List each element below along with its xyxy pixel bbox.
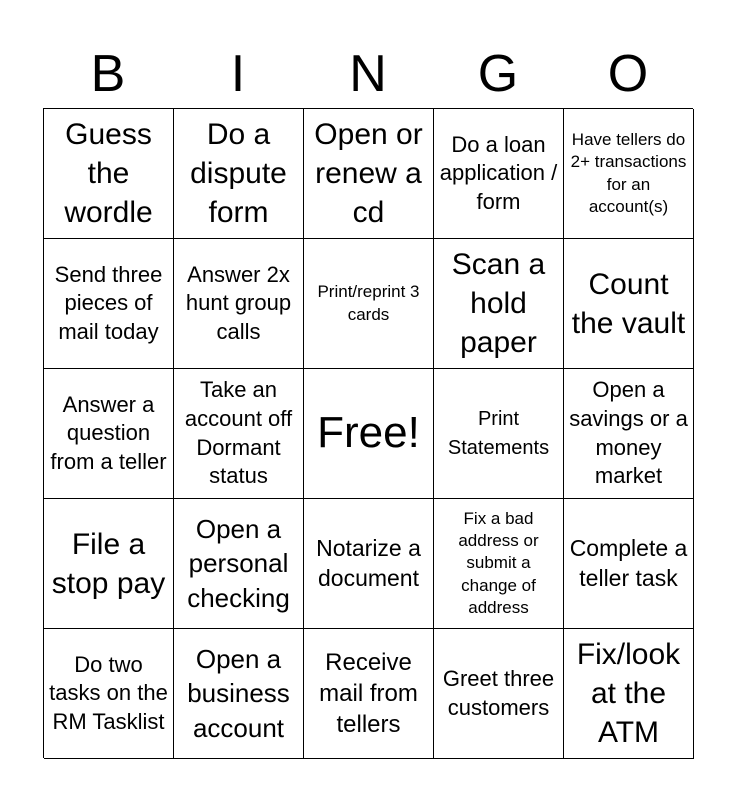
cell-text: Scan a hold paper <box>451 248 546 359</box>
bingo-cell[interactable] <box>564 629 694 759</box>
cell-text: Do a dispute form <box>190 118 287 229</box>
cell-text: Free! <box>317 408 420 458</box>
cell-text: Notarize a document <box>316 534 421 591</box>
bingo-cell[interactable] <box>434 629 564 759</box>
bingo-cell[interactable] <box>304 239 434 369</box>
bingo-cell[interactable] <box>434 109 564 239</box>
bingo-cell[interactable] <box>174 239 304 369</box>
bingo-cell[interactable] <box>44 109 174 239</box>
bingo-cell[interactable] <box>174 499 304 629</box>
free-space-cell[interactable] <box>304 369 434 499</box>
bingo-cell[interactable] <box>304 629 434 759</box>
cell-text: Guess the wordle <box>64 118 153 229</box>
cell-text: Fix a bad address or submit a change of address <box>458 509 539 617</box>
cell-text: Do two tasks on the RM Tasklist <box>49 651 168 734</box>
bingo-cell[interactable] <box>434 369 564 499</box>
cell-text: Greet three customers <box>442 665 555 720</box>
cell-text: Open a business account <box>187 643 290 743</box>
cell-text: Fix/look at the ATM <box>576 638 681 749</box>
header-letter-n: N <box>349 45 387 103</box>
bingo-cell[interactable] <box>564 109 694 239</box>
bingo-cell[interactable] <box>44 369 174 499</box>
header-letter-b: B <box>90 45 126 103</box>
bingo-board <box>43 108 693 758</box>
bingo-cell[interactable] <box>304 109 434 239</box>
cell-text: Print Statements <box>447 407 550 459</box>
header-letter-g: G <box>477 45 519 103</box>
bingo-cell[interactable] <box>564 499 694 629</box>
bingo-cell[interactable] <box>44 499 174 629</box>
cell-text: Answer 2x hunt group calls <box>185 261 292 344</box>
bingo-cell[interactable] <box>434 499 564 629</box>
header-letter-o: O <box>607 45 649 103</box>
bingo-cell[interactable] <box>174 109 304 239</box>
bingo-cell[interactable] <box>564 369 694 499</box>
cell-text: Send three pieces of mail today <box>54 261 163 344</box>
header-letter-i: I <box>230 45 246 103</box>
bingo-cell[interactable] <box>304 499 434 629</box>
cell-text: Take an account off Dormant status <box>184 377 293 489</box>
cell-text: Answer a question from a teller <box>50 391 167 474</box>
bingo-cell[interactable] <box>434 239 564 369</box>
cell-text: Do a loan application / form <box>439 131 558 214</box>
bingo-cell[interactable] <box>174 629 304 759</box>
cell-text: Have tellers do 2+ transactions for an account(s) <box>570 130 687 216</box>
bingo-cell[interactable] <box>44 629 174 759</box>
bingo-cell[interactable] <box>44 239 174 369</box>
cell-text: Open a savings or a money market <box>569 377 688 489</box>
bingo-cell[interactable] <box>564 239 694 369</box>
cell-text: File a stop pay <box>51 527 166 600</box>
bingo-header <box>43 40 693 108</box>
cell-text: Count the vault <box>571 267 686 340</box>
cell-text: Complete a teller task <box>569 534 688 591</box>
bingo-cell[interactable] <box>174 369 304 499</box>
cell-text: Print/reprint 3 cards <box>317 282 420 324</box>
cell-text: Open a personal checking <box>187 513 290 613</box>
cell-text: Receive mail from tellers <box>319 648 418 739</box>
cell-text: Open or renew a cd <box>314 118 423 229</box>
